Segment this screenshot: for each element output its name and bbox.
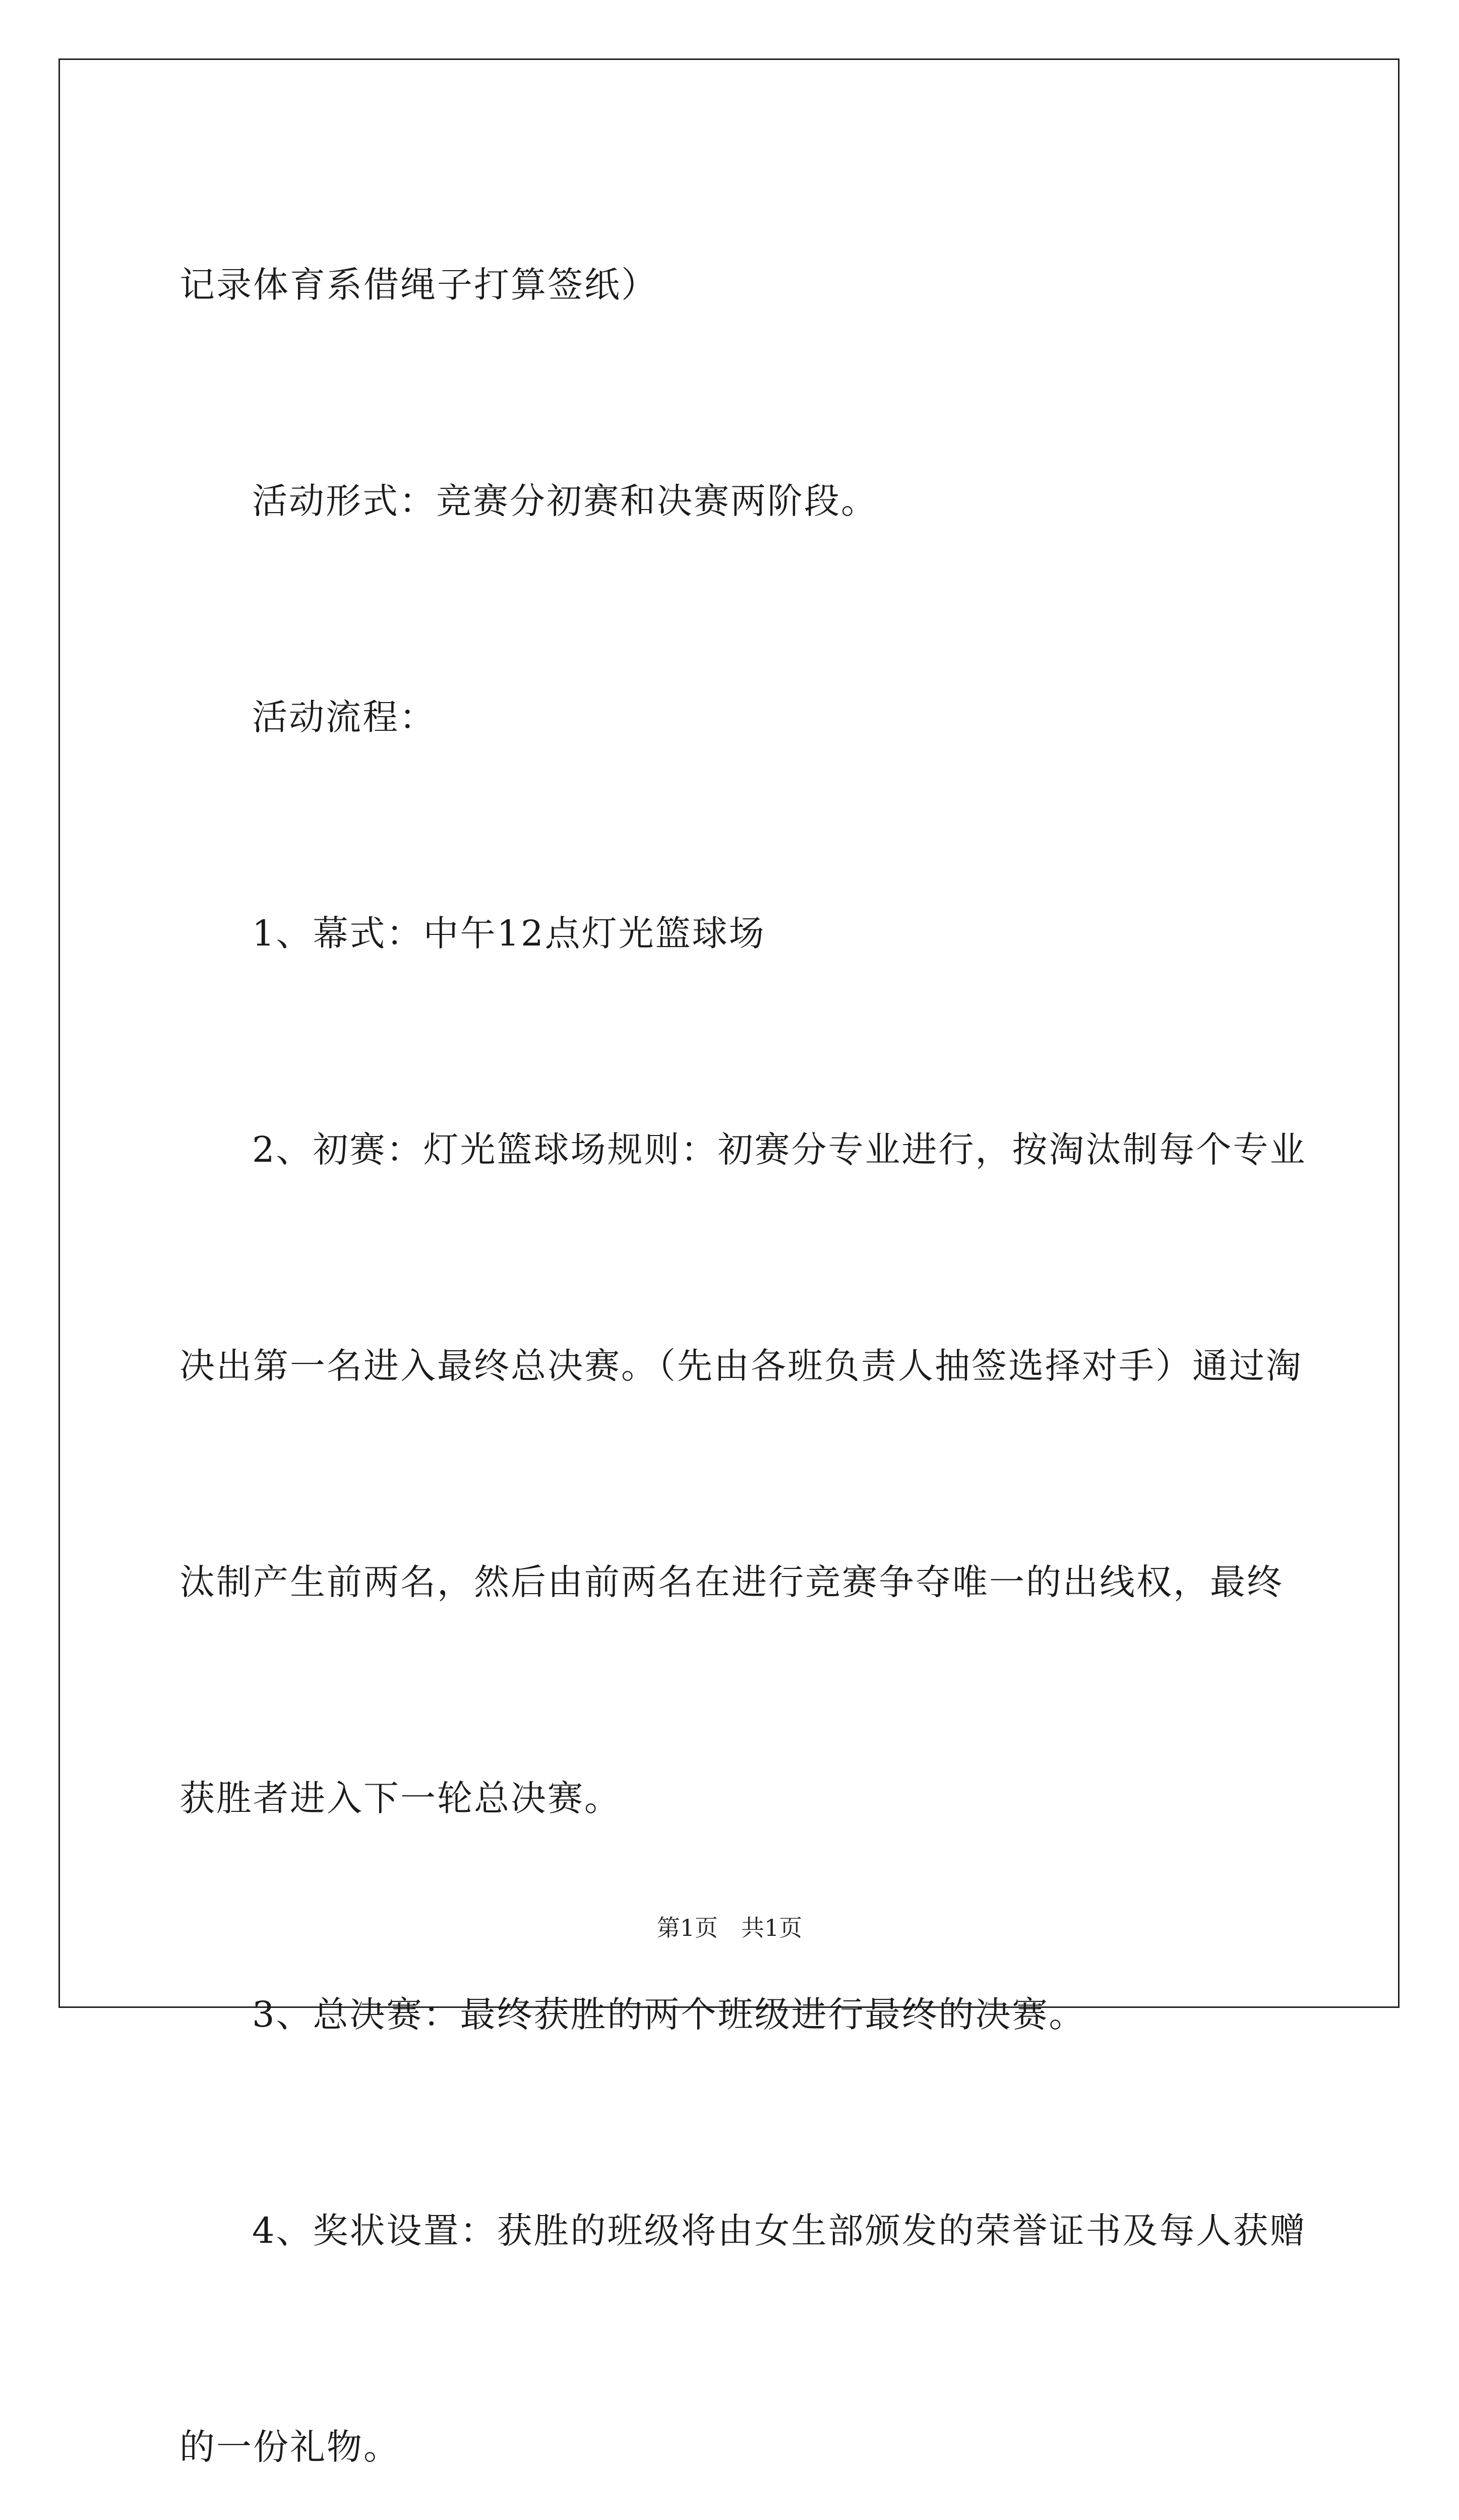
text-line: 决出第一名进入最终总决赛。（先由各班负责人抽签选择对手）通过淘 [179, 1345, 1303, 1387]
document-body [179, 197, 1307, 2520]
text-line: 1、幕式：中午12点灯光篮球场 [252, 913, 766, 954]
text-line: 2、初赛：灯光篮球场规则：初赛分专业进行，按淘汰制每个专业 [252, 1129, 1307, 1170]
text-line: 获胜者进入下一轮总决赛。 [179, 1778, 621, 1819]
text-line: 3、总决赛：最终获胜的两个班级进行最终的决赛。 [252, 1994, 1086, 2035]
text-line: 汰制产生前两名，然后由前两名在进行竞赛争夺唯一的出线权，最终 [179, 1561, 1284, 1603]
page-footer [0, 1915, 1459, 1940]
document-text [179, 197, 1307, 2520]
text-line: 的一份礼物。 [179, 2426, 400, 2468]
text-line: 活动流程： [252, 697, 436, 738]
text-line: 记录体育系借绳子打算签纸） [179, 264, 658, 305]
page-number-label: 第1页 共1页 [656, 1914, 803, 1941]
text-line: 活动形式：竞赛分初赛和决赛两阶段。 [252, 480, 878, 522]
text-line: 4、奖状设置：获胜的班级将由女生部颁发的荣誉证书及每人获赠 [252, 2210, 1307, 2251]
